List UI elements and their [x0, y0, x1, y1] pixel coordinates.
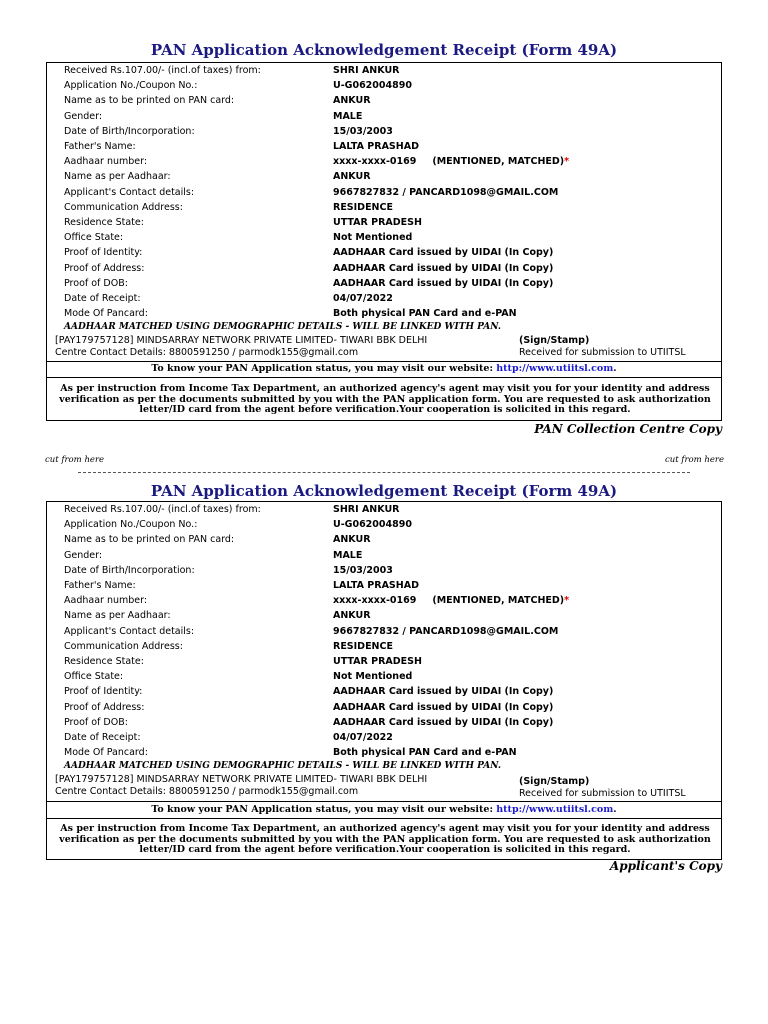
- field-label: Received Rs.107.00/- (incl.of taxes) from:: [64, 504, 261, 515]
- field-label: Office State:: [64, 671, 124, 683]
- field-value: Not Mentioned: [333, 232, 413, 244]
- centre-contact: Centre Contact Details: 8800591250 / parmodk155@gmail.com: [55, 347, 359, 358]
- aadhaar-value: [333, 593, 569, 608]
- field-row: [47, 639, 721, 654]
- field-value: UTTAR PRADESH: [333, 217, 422, 228]
- field-row: [47, 548, 721, 563]
- status-end: .: [613, 804, 617, 815]
- field-value: 15/03/2003: [333, 125, 393, 137]
- field-value: 04/07/2022: [333, 293, 393, 304]
- field-label: Gender:: [64, 110, 103, 122]
- aadhaar-note: AADHAAR MATCHED USING DEMOGRAPHIC DETAILS - WILL BE LINKED WITH PAN.: [64, 322, 501, 332]
- field-label: Mode Of Pancard:: [64, 308, 148, 320]
- divider: [47, 801, 721, 802]
- cut-label-left: cut from here: [45, 455, 105, 465]
- field-row: [47, 700, 721, 715]
- field-row: [47, 730, 721, 745]
- field-label: Applicant's Contact details:: [64, 186, 195, 198]
- required-asterisk-icon: *: [564, 595, 570, 607]
- field-row: [47, 124, 721, 139]
- field-value: 9667827832 / PANCARD1098@GMAIL.COM: [333, 186, 559, 198]
- field-value: AADHAAR Card issued by UIDAI (In Copy): [333, 716, 554, 728]
- field-label: Date of Receipt:: [64, 732, 141, 743]
- field-value: ANKUR: [333, 534, 371, 546]
- field-row: [47, 291, 721, 306]
- field-value: Both physical PAN Card and e-PAN: [333, 308, 517, 320]
- field-label: Communication Address:: [64, 201, 183, 213]
- verification-instruction: As per instruction from Income Tax Department, an authorized agency's agent may visit you for your identity and address verification as per the documents submitted by you with the PAN application form. You are requested to ask authorization letter/ID card from the agent before verification.Your cooperation is solicited in this regard.: [59, 823, 711, 855]
- field-value: LALTA PRASHAD: [333, 580, 419, 591]
- field-row: [47, 563, 721, 578]
- field-value: RESIDENCE: [333, 201, 393, 213]
- field-value: U-G062004890: [333, 519, 412, 531]
- verification-instruction: As per instruction from Income Tax Department, an authorized agency's agent may visit you for your identity and address verification as per the documents submitted by you with the PAN application form. You are requested to ask authorization letter/ID card from the agent before verification.Your cooperation is solicited in this regard.: [59, 383, 711, 415]
- status-text: To know your PAN Application status, you may visit our website:: [151, 363, 493, 374]
- field-row: [47, 215, 721, 230]
- field-label: Date of Birth/Incorporation:: [64, 125, 195, 137]
- field-row: [47, 230, 721, 245]
- field-label: Father's Name:: [64, 580, 136, 591]
- field-label: Proof of Identity:: [64, 686, 143, 698]
- field-label: Aadhaar number:: [64, 595, 148, 607]
- aadhaar-number: xxxx-xxxx-0169: [333, 156, 417, 168]
- field-row: [47, 593, 721, 608]
- divider: [47, 818, 721, 819]
- field-row: [47, 261, 721, 276]
- field-value: ANKUR: [333, 95, 371, 107]
- field-label: Office State:: [64, 232, 124, 244]
- field-label: Received Rs.107.00/- (incl.of taxes) from:: [64, 65, 261, 76]
- field-value: LALTA PRASHAD: [333, 141, 419, 152]
- field-label: Application No./Coupon No.:: [64, 519, 198, 531]
- aadhaar-status: (MENTIONED, MATCHED): [432, 156, 565, 168]
- field-value: MALE: [333, 549, 363, 561]
- field-row: [47, 654, 721, 669]
- divider: [47, 361, 721, 362]
- field-value: ANKUR: [333, 171, 371, 183]
- agent-details: [PAY179757128] MINDSARRAY NETWORK PRIVATE LIMITED- TIWARI BBK DELHI: [55, 335, 428, 346]
- divider: [47, 377, 721, 378]
- field-value: Not Mentioned: [333, 671, 413, 683]
- field-row: [47, 306, 721, 321]
- centre-contact: Centre Contact Details: 8800591250 / parmodk155@gmail.com: [55, 786, 359, 797]
- field-row: [47, 276, 721, 291]
- field-value: AADHAAR Card issued by UIDAI (In Copy): [333, 247, 554, 259]
- field-label: Name as to be printed on PAN card:: [64, 95, 235, 107]
- field-row: [47, 669, 721, 684]
- field-label: Name as per Aadhaar:: [64, 171, 171, 183]
- receipt-box: [46, 501, 722, 860]
- field-row: [47, 624, 721, 639]
- field-row: [47, 93, 721, 108]
- field-label: Date of Birth/Incorporation:: [64, 564, 195, 576]
- aadhaar-note: AADHAAR MATCHED USING DEMOGRAPHIC DETAILS - WILL BE LINKED WITH PAN.: [64, 761, 501, 771]
- field-row: [47, 78, 721, 93]
- aadhaar-status: (MENTIONED, MATCHED): [432, 595, 565, 607]
- field-label: Proof of DOB:: [64, 716, 128, 728]
- field-label: Proof of DOB:: [64, 277, 128, 289]
- field-value: AADHAAR Card issued by UIDAI (In Copy): [333, 277, 554, 289]
- field-row: [47, 684, 721, 699]
- agent-details: [PAY179757128] MINDSARRAY NETWORK PRIVATE LIMITED- TIWARI BBK DELHI: [55, 774, 428, 785]
- copy-label: Applicant's Copy: [609, 859, 722, 873]
- receipt-box: [46, 62, 722, 421]
- copy-label: PAN Collection Centre Copy: [534, 422, 722, 436]
- field-value: U-G062004890: [333, 80, 412, 92]
- aadhaar-number: xxxx-xxxx-0169: [333, 595, 417, 607]
- field-label: Residence State:: [64, 656, 144, 667]
- field-row: [47, 532, 721, 547]
- status-text: To know your PAN Application status, you may visit our website:: [151, 804, 493, 815]
- field-label: Application No./Coupon No.:: [64, 80, 198, 92]
- field-label: Date of Receipt:: [64, 293, 141, 304]
- field-value: 15/03/2003: [333, 564, 393, 576]
- page-title: PAN Application Acknowledgement Receipt (Form 49A): [150, 482, 618, 500]
- field-label: Father's Name:: [64, 141, 136, 152]
- status-line: [47, 804, 721, 816]
- field-row: [47, 63, 721, 78]
- field-value: 04/07/2022: [333, 732, 393, 743]
- field-row: [47, 745, 721, 760]
- field-row: [47, 109, 721, 124]
- field-value: 9667827832 / PANCARD1098@GMAIL.COM: [333, 625, 559, 637]
- cut-label-right: cut from here: [664, 455, 724, 465]
- received-for: Received for submission to UTIITSL: [519, 788, 686, 799]
- field-row: [47, 608, 721, 623]
- field-label: Communication Address:: [64, 640, 183, 652]
- field-row: [47, 169, 721, 184]
- field-row: [47, 715, 721, 730]
- required-asterisk-icon: *: [564, 156, 570, 168]
- website-link[interactable]: http://www.utiitsl.com: [496, 363, 614, 374]
- field-row: [47, 154, 721, 169]
- field-value: AADHAAR Card issued by UIDAI (In Copy): [333, 686, 554, 698]
- sign-stamp: (Sign/Stamp): [519, 776, 590, 787]
- field-label: Residence State:: [64, 217, 144, 228]
- cut-line: [78, 472, 690, 473]
- field-value: SHRI ANKUR: [333, 65, 400, 76]
- field-value: RESIDENCE: [333, 640, 393, 652]
- field-value: AADHAAR Card issued by UIDAI (In Copy): [333, 701, 554, 713]
- field-row: [47, 517, 721, 532]
- field-row: [47, 502, 721, 517]
- field-label: Proof of Address:: [64, 701, 145, 713]
- field-label: Gender:: [64, 549, 103, 561]
- page-title: PAN Application Acknowledgement Receipt (Form 49A): [150, 41, 618, 59]
- field-value: UTTAR PRADESH: [333, 656, 422, 667]
- field-value: ANKUR: [333, 610, 371, 622]
- received-for: Received for submission to UTIITSL: [519, 347, 686, 358]
- field-label: Proof of Identity:: [64, 247, 143, 259]
- field-label: Mode Of Pancard:: [64, 747, 148, 759]
- sign-stamp: (Sign/Stamp): [519, 335, 590, 346]
- field-value: Both physical PAN Card and e-PAN: [333, 747, 517, 759]
- field-value: MALE: [333, 110, 363, 122]
- status-end: .: [613, 363, 617, 374]
- aadhaar-value: [333, 154, 569, 169]
- field-label: Proof of Address:: [64, 262, 145, 274]
- field-label: Name as to be printed on PAN card:: [64, 534, 235, 546]
- field-label: Aadhaar number:: [64, 156, 148, 168]
- field-row: [47, 185, 721, 200]
- field-row: [47, 139, 721, 154]
- field-row: [47, 578, 721, 593]
- field-label: Name as per Aadhaar:: [64, 610, 171, 622]
- field-value: SHRI ANKUR: [333, 504, 400, 515]
- website-link[interactable]: http://www.utiitsl.com: [496, 804, 614, 815]
- field-row: [47, 200, 721, 215]
- status-line: [47, 363, 721, 375]
- field-label: Applicant's Contact details:: [64, 625, 195, 637]
- field-row: [47, 245, 721, 260]
- field-value: AADHAAR Card issued by UIDAI (In Copy): [333, 262, 554, 274]
